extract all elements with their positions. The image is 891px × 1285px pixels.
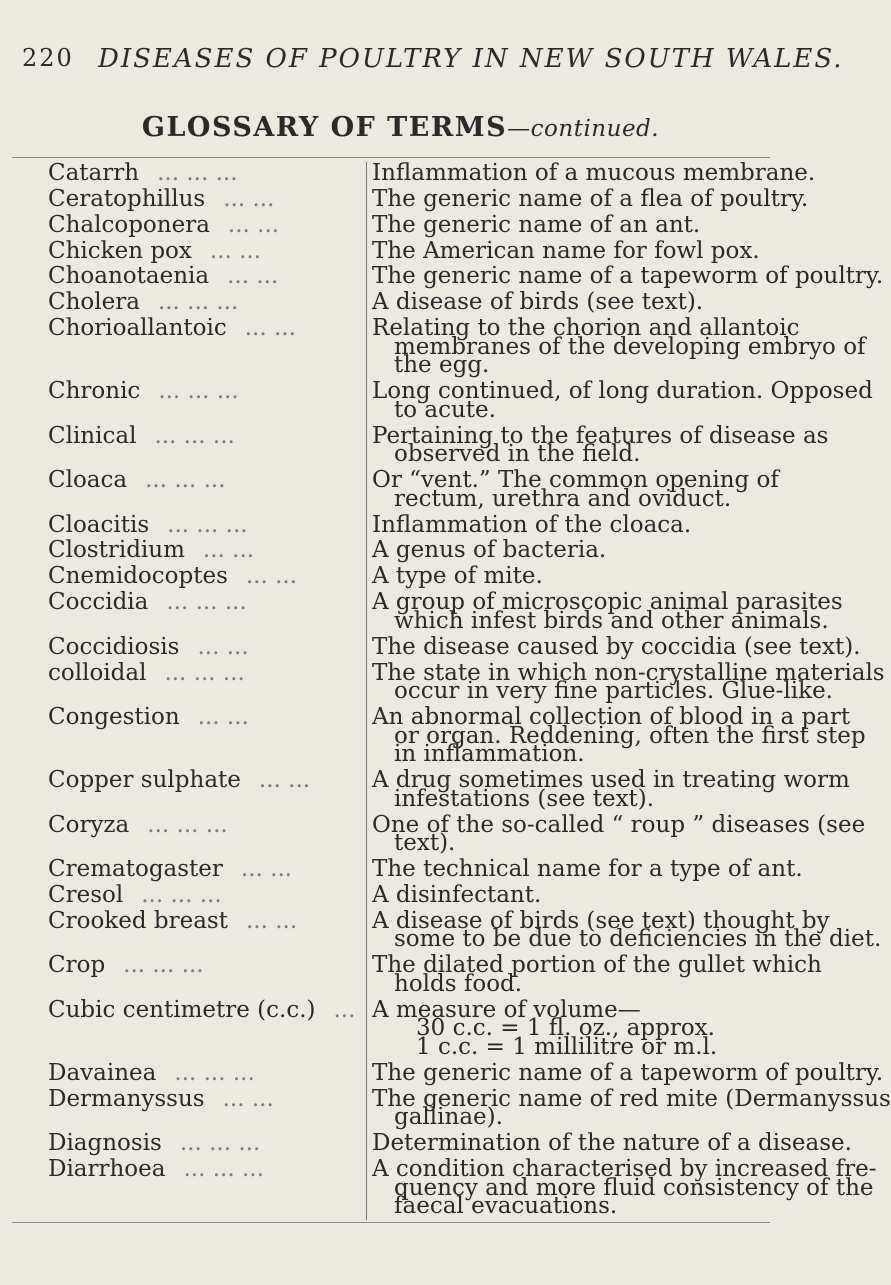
leader-dots: ... ... ...: [183, 1156, 264, 1183]
leader-dots: ... ...: [245, 907, 298, 934]
term-text: Ceratophillus: [48, 185, 206, 212]
leader-dots: ... ... ...: [157, 289, 239, 316]
definition-line: A type of mite.: [372, 563, 543, 590]
term-text: Crooked breast: [48, 907, 228, 934]
term-text: Crematogaster: [48, 856, 223, 883]
term-text: Cnemidocoptes: [48, 563, 228, 590]
definition-line: A measure of volume—: [372, 996, 641, 1023]
leader-dots: ... ... ...: [141, 881, 222, 908]
glossary-definition: [372, 378, 873, 423]
glossary-definition: [372, 511, 772, 538]
term-text: Chalcoponera: [48, 211, 210, 238]
glossary-definition: [372, 422, 829, 468]
glossary-term: [48, 996, 358, 1023]
leader-dots: ... ...: [244, 315, 296, 342]
bottom-rule: [12, 1222, 770, 1223]
glossary-term: [48, 263, 358, 290]
glossary-definition: [372, 160, 816, 186]
glossary-definition: [372, 289, 772, 316]
leader-dots: ... ... ...: [174, 1059, 255, 1086]
leader-dots: ... ...: [197, 704, 249, 730]
leader-dots: ... ...: [197, 633, 249, 660]
glossary-definition: [372, 315, 866, 379]
term-text: Clinical: [48, 422, 137, 449]
glossary-definition: [372, 237, 772, 264]
definition-line: observed in the field.: [394, 441, 641, 468]
glossary-definition: [372, 589, 843, 634]
definition-line: The generic name of an ant.: [372, 211, 701, 238]
definition-line: A drug sometimes used in treating worm: [372, 767, 850, 794]
term-text: Copper sulphate: [48, 767, 241, 794]
glossary-definition: [372, 467, 779, 512]
glossary-term: [48, 704, 358, 730]
leader-dots: ... ... ...: [157, 160, 238, 186]
glossary-definition: [372, 856, 803, 883]
term-text: Chicken pox: [48, 237, 192, 264]
definition-line: which infest birds and other animals.: [394, 607, 829, 634]
definition-line: The state in which non-crystalline materials: [372, 659, 885, 686]
glossary-term: [48, 237, 358, 264]
glossary-term: [48, 659, 358, 686]
definition-line: Relating to the chorion and allantoic: [372, 315, 800, 342]
term-text: Diarrhoea: [48, 1156, 166, 1183]
glossary-term: [48, 633, 358, 660]
term-text: Coccidiosis: [48, 633, 180, 660]
glossary-term: [48, 185, 358, 212]
glossary-definition: [372, 633, 861, 660]
definition-line: infestations (see text).: [394, 785, 655, 812]
glossary-definition: [372, 1059, 884, 1086]
leader-dots: ... ...: [227, 211, 280, 238]
leader-dots: ... ... ...: [145, 467, 226, 494]
definition-line: 30 c.c. = 1 fl. oz., approx.: [416, 1015, 715, 1042]
leader-dots: ... ...: [245, 563, 298, 590]
glossary-definition: [372, 263, 884, 290]
definition-line: Or “vent.” The common opening of: [372, 467, 779, 494]
glossary-definition: [372, 563, 772, 590]
glossary-continued: —continued.: [507, 116, 660, 142]
leader-dots: ... ... ...: [179, 1130, 261, 1157]
term-text: Choanotaenia: [48, 263, 210, 290]
leader-dots: ... ... ...: [164, 659, 245, 686]
glossary-definition: [372, 767, 850, 812]
definition-line: A genus of bacteria.: [372, 537, 607, 564]
page-number: 220: [22, 44, 74, 72]
glossary-definition: [372, 211, 772, 238]
glossary-definition: [372, 996, 772, 1061]
glossary-term: [48, 160, 358, 186]
term-text: Davainea: [48, 1059, 157, 1086]
glossary-term: [48, 289, 358, 316]
glossary-term: [48, 1156, 358, 1183]
glossary-term: [48, 1059, 358, 1086]
leader-dots: ... ...: [209, 237, 262, 264]
term-text: colloidal: [48, 659, 147, 686]
glossary-definition: [372, 185, 809, 212]
definition-line: rectum, urethra and oviduct.: [394, 485, 732, 512]
column-divider: [366, 162, 367, 1220]
term-text: Clostridium: [48, 537, 185, 564]
term-text: Cresol: [48, 881, 124, 908]
definition-line: The generic name of a tapeworm of poultry.: [372, 1059, 884, 1086]
leader-dots: ... ...: [227, 263, 279, 290]
definition-line: The generic name of a flea of poultry.: [372, 185, 809, 212]
leader-dots: ...: [333, 996, 356, 1023]
definition-line: to acute.: [394, 396, 496, 423]
glossary-term: [48, 537, 358, 564]
term-text: Coccidia: [48, 589, 149, 616]
term-text: Chronic: [48, 378, 141, 405]
definition-line: The disease caused by coccidia (see text).: [372, 633, 861, 660]
glossary-term: [48, 511, 358, 538]
definition-line: quency and more fluid consistency of the: [394, 1174, 874, 1201]
definition-line: A disease of birds (see text) thought by: [372, 907, 830, 934]
glossary-title-text: GLOSSARY OF TERMS: [141, 112, 508, 143]
glossary-definition: [372, 881, 772, 908]
glossary-definition: [372, 537, 772, 564]
glossary-definition: [372, 1085, 891, 1131]
glossary-definition: [372, 659, 885, 705]
definition-line: The American name for fowl pox.: [372, 237, 760, 264]
glossary-definition: [372, 811, 866, 857]
definition-line: gallinae).: [394, 1104, 503, 1131]
glossary-term: [48, 856, 358, 883]
glossary-term: [48, 211, 358, 238]
leader-dots: ... ...: [240, 856, 293, 883]
definition-line: A condition characterised by increased fre-: [372, 1156, 877, 1183]
leader-dots: ... ... ...: [154, 422, 235, 449]
page-header: [22, 44, 844, 84]
definition-line: A disinfectant.: [372, 881, 542, 908]
term-text: Dermanyssus: [48, 1085, 205, 1112]
leader-dots: ... ...: [258, 767, 311, 794]
leader-dots: ... ...: [222, 1085, 274, 1112]
glossary-definition: [372, 1156, 877, 1220]
glossary-term: [48, 952, 358, 979]
term-text: Crop: [48, 952, 106, 979]
glossary-term: [48, 315, 358, 342]
leader-dots: ... ... ...: [147, 811, 228, 838]
glossary-title: [0, 112, 801, 143]
term-text: Cholera: [48, 289, 140, 316]
definition-line: An abnormal collection of blood in a part: [372, 704, 851, 730]
definition-line: Long continued, of long duration. Opposed: [372, 378, 873, 405]
definition-line: One of the so-called “ roup ” diseases (see: [372, 811, 866, 838]
definition-line: The generic name of a tapeworm of poultry.: [372, 263, 884, 290]
definition-line: in inflammation.: [394, 741, 585, 768]
term-text: Cloaca: [48, 467, 128, 494]
definition-line: The dilated portion of the gullet which: [372, 952, 822, 979]
glossary-definition: [372, 704, 866, 768]
leader-dots: ... ...: [202, 537, 255, 564]
definition-line: A group of microscopic animal parasites: [372, 589, 843, 616]
term-text: Chorioallantoic: [48, 315, 227, 342]
leader-dots: ... ... ...: [158, 378, 239, 405]
glossary-term: [48, 589, 358, 616]
definition-line: Inflammation of a mucous membrane.: [372, 160, 816, 186]
definition-line: faecal evacuations.: [394, 1193, 618, 1220]
glossary-definition: [372, 907, 882, 953]
term-text: Coryza: [48, 811, 130, 838]
glossary-term: [48, 422, 358, 449]
definition-line: membranes of the developing embryo of: [394, 333, 866, 360]
glossary-term: [48, 467, 358, 494]
glossary-term: [48, 1130, 358, 1157]
definition-line: or organ. Reddening, often the first step: [394, 722, 866, 749]
definition-line: Pertaining to the features of disease as: [372, 422, 829, 449]
term-text: Cubic centimetre (c.c.): [48, 996, 316, 1023]
definition-line: The technical name for a type of ant.: [372, 856, 803, 883]
glossary-term: [48, 563, 358, 590]
term-text: Congestion: [48, 704, 180, 730]
top-rule: [12, 157, 770, 158]
definition-line: text).: [394, 830, 456, 857]
definition-line: Determination of the nature of a disease.: [372, 1130, 852, 1157]
glossary-term: [48, 1085, 358, 1112]
running-title: DISEASES OF POULTRY IN NEW SOUTH WALES.: [98, 44, 844, 74]
definition-line: occur in very fine particles. Glue-like.: [394, 678, 833, 705]
definition-line: holds food.: [394, 970, 523, 997]
definition-line: The generic name of red mite (Dermanyssus: [372, 1085, 891, 1112]
leader-dots: ... ... ...: [123, 952, 204, 979]
glossary-definition: [372, 952, 822, 997]
term-text: Catarrh: [48, 160, 140, 186]
definition-line: the egg.: [394, 352, 490, 379]
glossary-definition: [372, 1130, 852, 1157]
glossary-term: [48, 811, 358, 838]
term-text: Diagnosis: [48, 1130, 162, 1157]
term-text: Cloacitis: [48, 511, 150, 538]
glossary-term: [48, 881, 358, 908]
leader-dots: ... ...: [223, 185, 275, 212]
glossary-term: [48, 767, 358, 794]
definition-line: 1 c.c. = 1 millilitre or m.l.: [416, 1034, 718, 1061]
definition-line: A disease of birds (see text).: [372, 289, 704, 316]
leader-dots: ... ... ...: [166, 589, 247, 616]
definition-line: some to be due to deficiencies in the diet.: [394, 926, 882, 953]
glossary-term: [48, 907, 358, 934]
leader-dots: ... ... ...: [167, 511, 248, 538]
glossary-term: [48, 378, 358, 405]
definition-line: Inflammation of the cloaca.: [372, 511, 692, 538]
